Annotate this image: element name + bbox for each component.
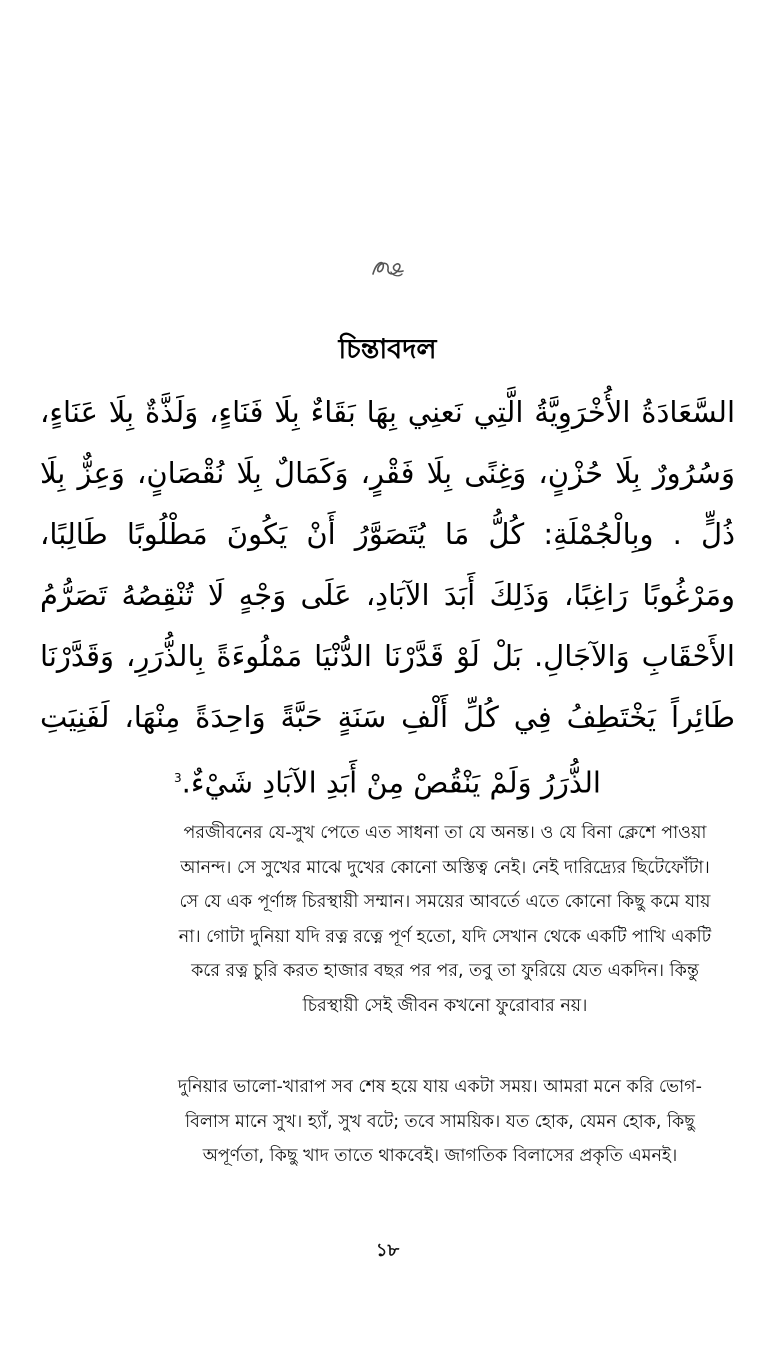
arabic-quote-text: السَّعَادَةُ الأُخْرَوِيَّةُ الَّتِي نَعنِي بِهَا بَقَاءٌ بِلَا فَنَاءٍ، وَلَذَّةٌ بِلَا عَنَاءٍ، وَسُرُورٌ بِلَا حُزْنٍ، وَغِنًى بِلَا فَقْرٍ، وَكَمَالٌ بِلَا نُقْصَانٍ، وَعِزٌّ بِلَا ذُلٍّ . وبِالْجُمْلَةِ: كُلُّ مَا يُتَصَوَّرُ أَنْ يَكُونَ مَطْلُوبًا طَالِبًا، ومَرْغُوبًا رَاغِبًا، وَذَلِكَ أَبَدَ الآبَادِ، عَلَى وَجْهٍ لَا تُنْقِصُهُ تَصَرُّمُ الأَحْقَابِ وَالآجَالِ. بَلْ لَوْ قَدَّرْنَا الدُّنْيَا مَمْلُوءَةً بِالذُّرَرِ، وَقَدَّرْنَا طَائِراً يَخْتَطِفُ فِي كُلِّ أَلْفِ سَنَةٍ حَبَّةً وَاحِدَةً مِنْهَا، لَفَنِيَتِ الذُّرَرُ وَلَمْ يَنْقُصْ مِنْ أَبَدِ الآبَادِ شَيْءٌ. [40,395,735,800]
page-title: চিন্তাবদল [338,334,437,365]
arabic-quote [40,382,735,814]
footnote-marker: 3 [174,771,182,785]
floral-ornament-icon [369,265,407,284]
page-number: ১৮ [375,1240,400,1261]
ornament [0,256,775,284]
body-paragraph-2: দুনিয়ার ভালো-খারাপ সব শেষ হয়ে যায় একটা সময়। আমরা মনে করি ভোগ-বিলাস মানে সুখ। হ্যাঁ, সুখ বটে; তবে সাময়িক। যত হোক, যেমন হোক, কিছু অপূর্ণতা, কিছু খাদ তাতে থাকবেই। জাগতিক বিলাসের প্রকৃতি এমনই। [178,1077,702,1166]
body-paragraph-1: পরজীবনের যে-সুখ পেতে এত সাধনা তা যে অনন্ত। ও যে বিনা ক্লেশে পাওয়া আনন্দ। সে সুখের মাঝে দুখের কোনো অস্তিত্ব নেই। নেই দারিদ্র্যের ছিটেফোঁটা। সে যে এক পূর্ণাঙ্গ চিরস্থায়ী সম্মান। সময়ের আবর্তে এতে কোনো কিছু কমে যায় না। গোটা দুনিয়া যদি রত্ন রত্নে পূর্ণ হতো, যদি সেখান থেকে একটি পাখি একটি করে রত্ন চুরি করত হাজার বছর পর পর, তবু তা ফুরিয়ে যেত একদিন। কিন্তু চিরস্থায়ী সেই জীবন কখনো ফুরোবার নয়। [178,823,712,1016]
